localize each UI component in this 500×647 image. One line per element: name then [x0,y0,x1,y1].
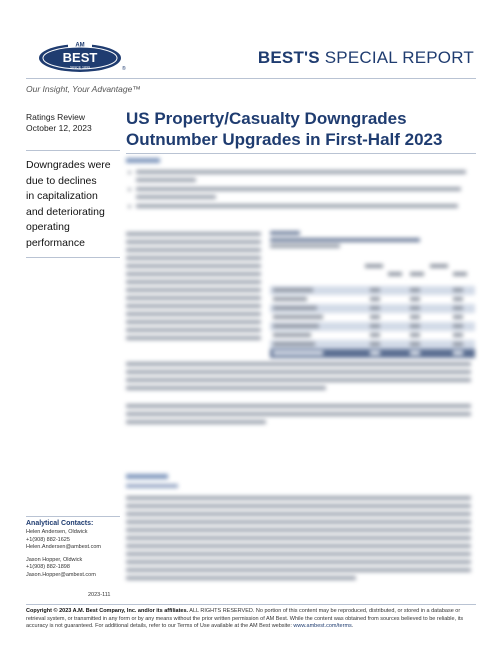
bullet [128,171,131,174]
text-line [126,496,471,500]
text-line [126,280,261,284]
pull-quote [26,150,120,258]
report-type-title [258,48,474,68]
title-line-1: US Property/Casualty Downgrades [126,109,407,128]
text-line [126,544,471,548]
pull-quote-line: performance [26,236,85,249]
contact-phone: +1(908) 882-1625 [26,536,70,543]
footer-text: . [351,623,354,629]
report-meta [26,112,120,134]
text-line [136,178,196,182]
text-line [126,386,326,390]
copyright-footer [26,608,476,631]
text-line [126,232,261,236]
text-line [126,362,471,366]
report-date: October 12, 2023 [26,123,92,133]
report-category: Ratings Review [26,112,86,122]
logo-best-text: BEST [62,50,98,65]
exhibit-label-placeholder [270,231,300,235]
text-line [126,296,261,300]
text-line [126,248,261,252]
copyright-notice: Copyright © 2023 A.M. Best Company, Inc. and/or its affiliates. [26,608,189,614]
text-line [126,520,471,524]
table-row [270,286,475,295]
table-row [270,304,475,313]
contact-name: Jason Hopper, Oldwick [26,556,83,563]
pull-quote-line: operating [26,221,70,233]
report-header [0,0,500,94]
text-line [126,528,471,532]
bullet [128,205,131,208]
title-divider [126,153,476,154]
text-line [126,304,261,308]
text-line [126,568,471,572]
text-line [126,576,356,580]
terms-link[interactable]: www.ambest.com/terms [293,623,352,629]
header-divider [26,78,476,79]
tagline: Our Insight, Your Advantage™ [26,84,141,94]
subsection-heading-placeholder [126,484,178,488]
section-heading-placeholder [126,158,160,163]
contact-phone: +1(908) 882-1898 [26,564,70,570]
text-line [126,328,261,332]
pull-quote-divider [26,257,120,258]
pull-quote-line: Downgrades were [26,159,111,171]
table-header [270,258,475,280]
logo-since-text: SINCE 1899 [70,65,90,70]
text-line [126,272,261,276]
am-best-logo [38,40,126,74]
section-heading-placeholder [126,474,168,479]
table-row [270,313,475,322]
pull-quote-line: in capitalization [26,190,98,202]
text-line [136,204,458,208]
table-row [270,331,475,340]
pull-quote-line: due to declines [26,174,97,187]
footer-text: stored in a database or retrieval system, or transmitted in any form or by any means without the prior written permission of AM Best. While the content was obtained from [26,608,461,622]
document-number: 2023-111 [88,592,111,598]
contact-email[interactable]: Helen.Andersen@ambest.com [26,544,101,550]
footer-divider [26,604,476,605]
title-line-2: Outnumber Upgrades in First-Half 2023 [126,130,443,149]
table-row [270,322,475,331]
text-line [126,336,261,340]
table-row [270,295,475,304]
footer-text: ALL RIGHTS RESERVED. No portion of this content may be reproduced, distributed, or [188,608,403,614]
text-line [126,378,471,382]
bullet [128,188,131,191]
text-line [126,312,261,316]
text-line [136,195,216,199]
contact-email[interactable]: Jason.Hopper@ambest.com [26,571,96,578]
logo-registered-mark: ® [122,66,126,72]
text-line [126,370,471,374]
text-line [126,504,471,508]
pull-quote-line: and deteriorating [26,205,105,218]
report-title-bold: BEST'S [257,48,320,67]
logo-am-text: AM [75,42,85,49]
text-line [126,264,261,268]
text-line [126,552,471,556]
text-line [126,320,261,324]
text-line [126,404,471,408]
contact-name: Helen Andersen, Oldwick [26,529,88,535]
contacts-title: Analytical Contacts: [26,520,94,527]
text-line [136,187,461,191]
text-line [126,512,471,516]
exhibit-subtitle-placeholder [270,244,340,248]
text-line [126,288,261,292]
text-line [126,256,261,260]
table-total-row [270,349,475,358]
table-row [270,340,475,349]
text-line [126,412,471,416]
text-line [126,240,261,244]
footer-text: sources believed to be reliable, its accuracy is not guaranteed. For additional details, refer to our Terms of Use available at the AM Best website: [26,615,464,629]
exhibit-title-placeholder [270,238,420,242]
text-line [136,170,466,174]
analytical-contacts [26,516,120,579]
text-line [126,536,471,540]
report-title-light: SPECIAL REPORT [319,48,474,67]
text-line [126,560,471,564]
text-line [126,420,266,424]
page-title [126,108,476,150]
